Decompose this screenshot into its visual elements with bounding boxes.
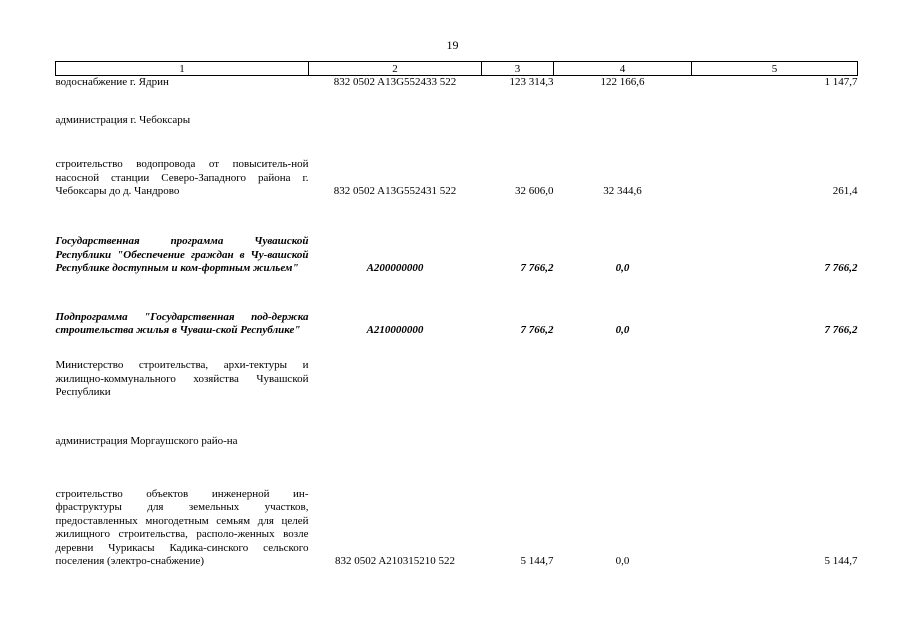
- header-col-1: 1: [56, 62, 309, 76]
- row-col4: 122 166,6: [600, 76, 645, 88]
- row-col3: 5 144,7: [520, 555, 554, 567]
- header-row: [56, 62, 858, 76]
- row-code: 832 0502 A210315210 522: [334, 555, 456, 567]
- row-name: Министерство строительства, архи-тектуры и жилищно-коммунального хозяйства Чувашской Республики: [55, 359, 309, 398]
- row-name: водоснабжение г. Ядрин: [55, 76, 169, 88]
- table-row: [56, 199, 858, 276]
- row-code: 832 0502 A13G552431 522: [333, 185, 457, 197]
- table-row: [56, 276, 858, 338]
- row-code: [309, 90, 482, 128]
- header-col-5: 5: [692, 62, 858, 76]
- row-col5: [692, 400, 858, 449]
- table-row: [56, 128, 858, 199]
- page-number: 19: [446, 38, 459, 52]
- row-col5: 1 147,7: [824, 76, 858, 88]
- row-col3: [482, 338, 554, 400]
- row-col3: 32 606,0: [515, 185, 554, 197]
- row-col3: 7 766,2: [520, 262, 554, 274]
- row-col4: 0,0: [615, 324, 630, 336]
- row-col3: 7 766,2: [520, 324, 554, 336]
- row-name: Государственная программа Чувашской Республики "Обеспечение граждан в Чу-вашской Республике доступным и ком-фортным жильем": [55, 235, 309, 274]
- row-col4: 0,0: [615, 262, 630, 274]
- row-name: строительство объектов инженерной ин-фраструктуры для земельных участков, предоставленных многодетным семьям для целей жилищного строительства, располо-женных возле деревни Чурикасы Кадика-синского сельского поселения (электро-снабжение): [55, 487, 309, 567]
- row-col4: [554, 338, 692, 400]
- row-col3: 123 314,3: [509, 76, 554, 88]
- row-name: строительство водопровода от повыситель-ной насосной станции Северо-Западного района г. Чебоксары до д. Чандрово: [55, 158, 309, 197]
- row-code: 832 0502 A13G552433 522: [333, 76, 457, 88]
- row-name: администрация Моргаушского райо-на: [55, 435, 238, 447]
- table-row: [56, 76, 858, 90]
- header-col-3: 3: [482, 62, 554, 76]
- row-name: Подпрограмма "Государственная под-держка строительства жилья в Чуваш-ской Республике": [55, 310, 309, 336]
- row-col4: [554, 400, 692, 449]
- row-col5: 5 144,7: [824, 555, 858, 567]
- table-row: [56, 400, 858, 449]
- table-row: [56, 90, 858, 128]
- table-row: [56, 338, 858, 400]
- row-col5: 7 766,2: [824, 324, 858, 336]
- header-col-2: 2: [309, 62, 482, 76]
- row-col4: [554, 90, 692, 128]
- row-code: A210000000: [366, 324, 424, 336]
- budget-table: [55, 61, 858, 569]
- header-col-4: 4: [554, 62, 692, 76]
- row-code: [309, 400, 482, 449]
- row-col3: [482, 90, 554, 128]
- row-col4: 0,0: [615, 555, 630, 567]
- row-name: администрация г. Чебоксары: [55, 114, 191, 126]
- row-code: A200000000: [366, 262, 424, 274]
- table-row: [56, 449, 858, 569]
- row-col5: 261,4: [832, 185, 858, 197]
- row-col5: [692, 338, 858, 400]
- row-col5: [692, 90, 858, 128]
- row-col3: [482, 400, 554, 449]
- row-col5: 7 766,2: [824, 262, 858, 274]
- row-col4: 32 344,6: [603, 185, 642, 197]
- row-code: [309, 338, 482, 400]
